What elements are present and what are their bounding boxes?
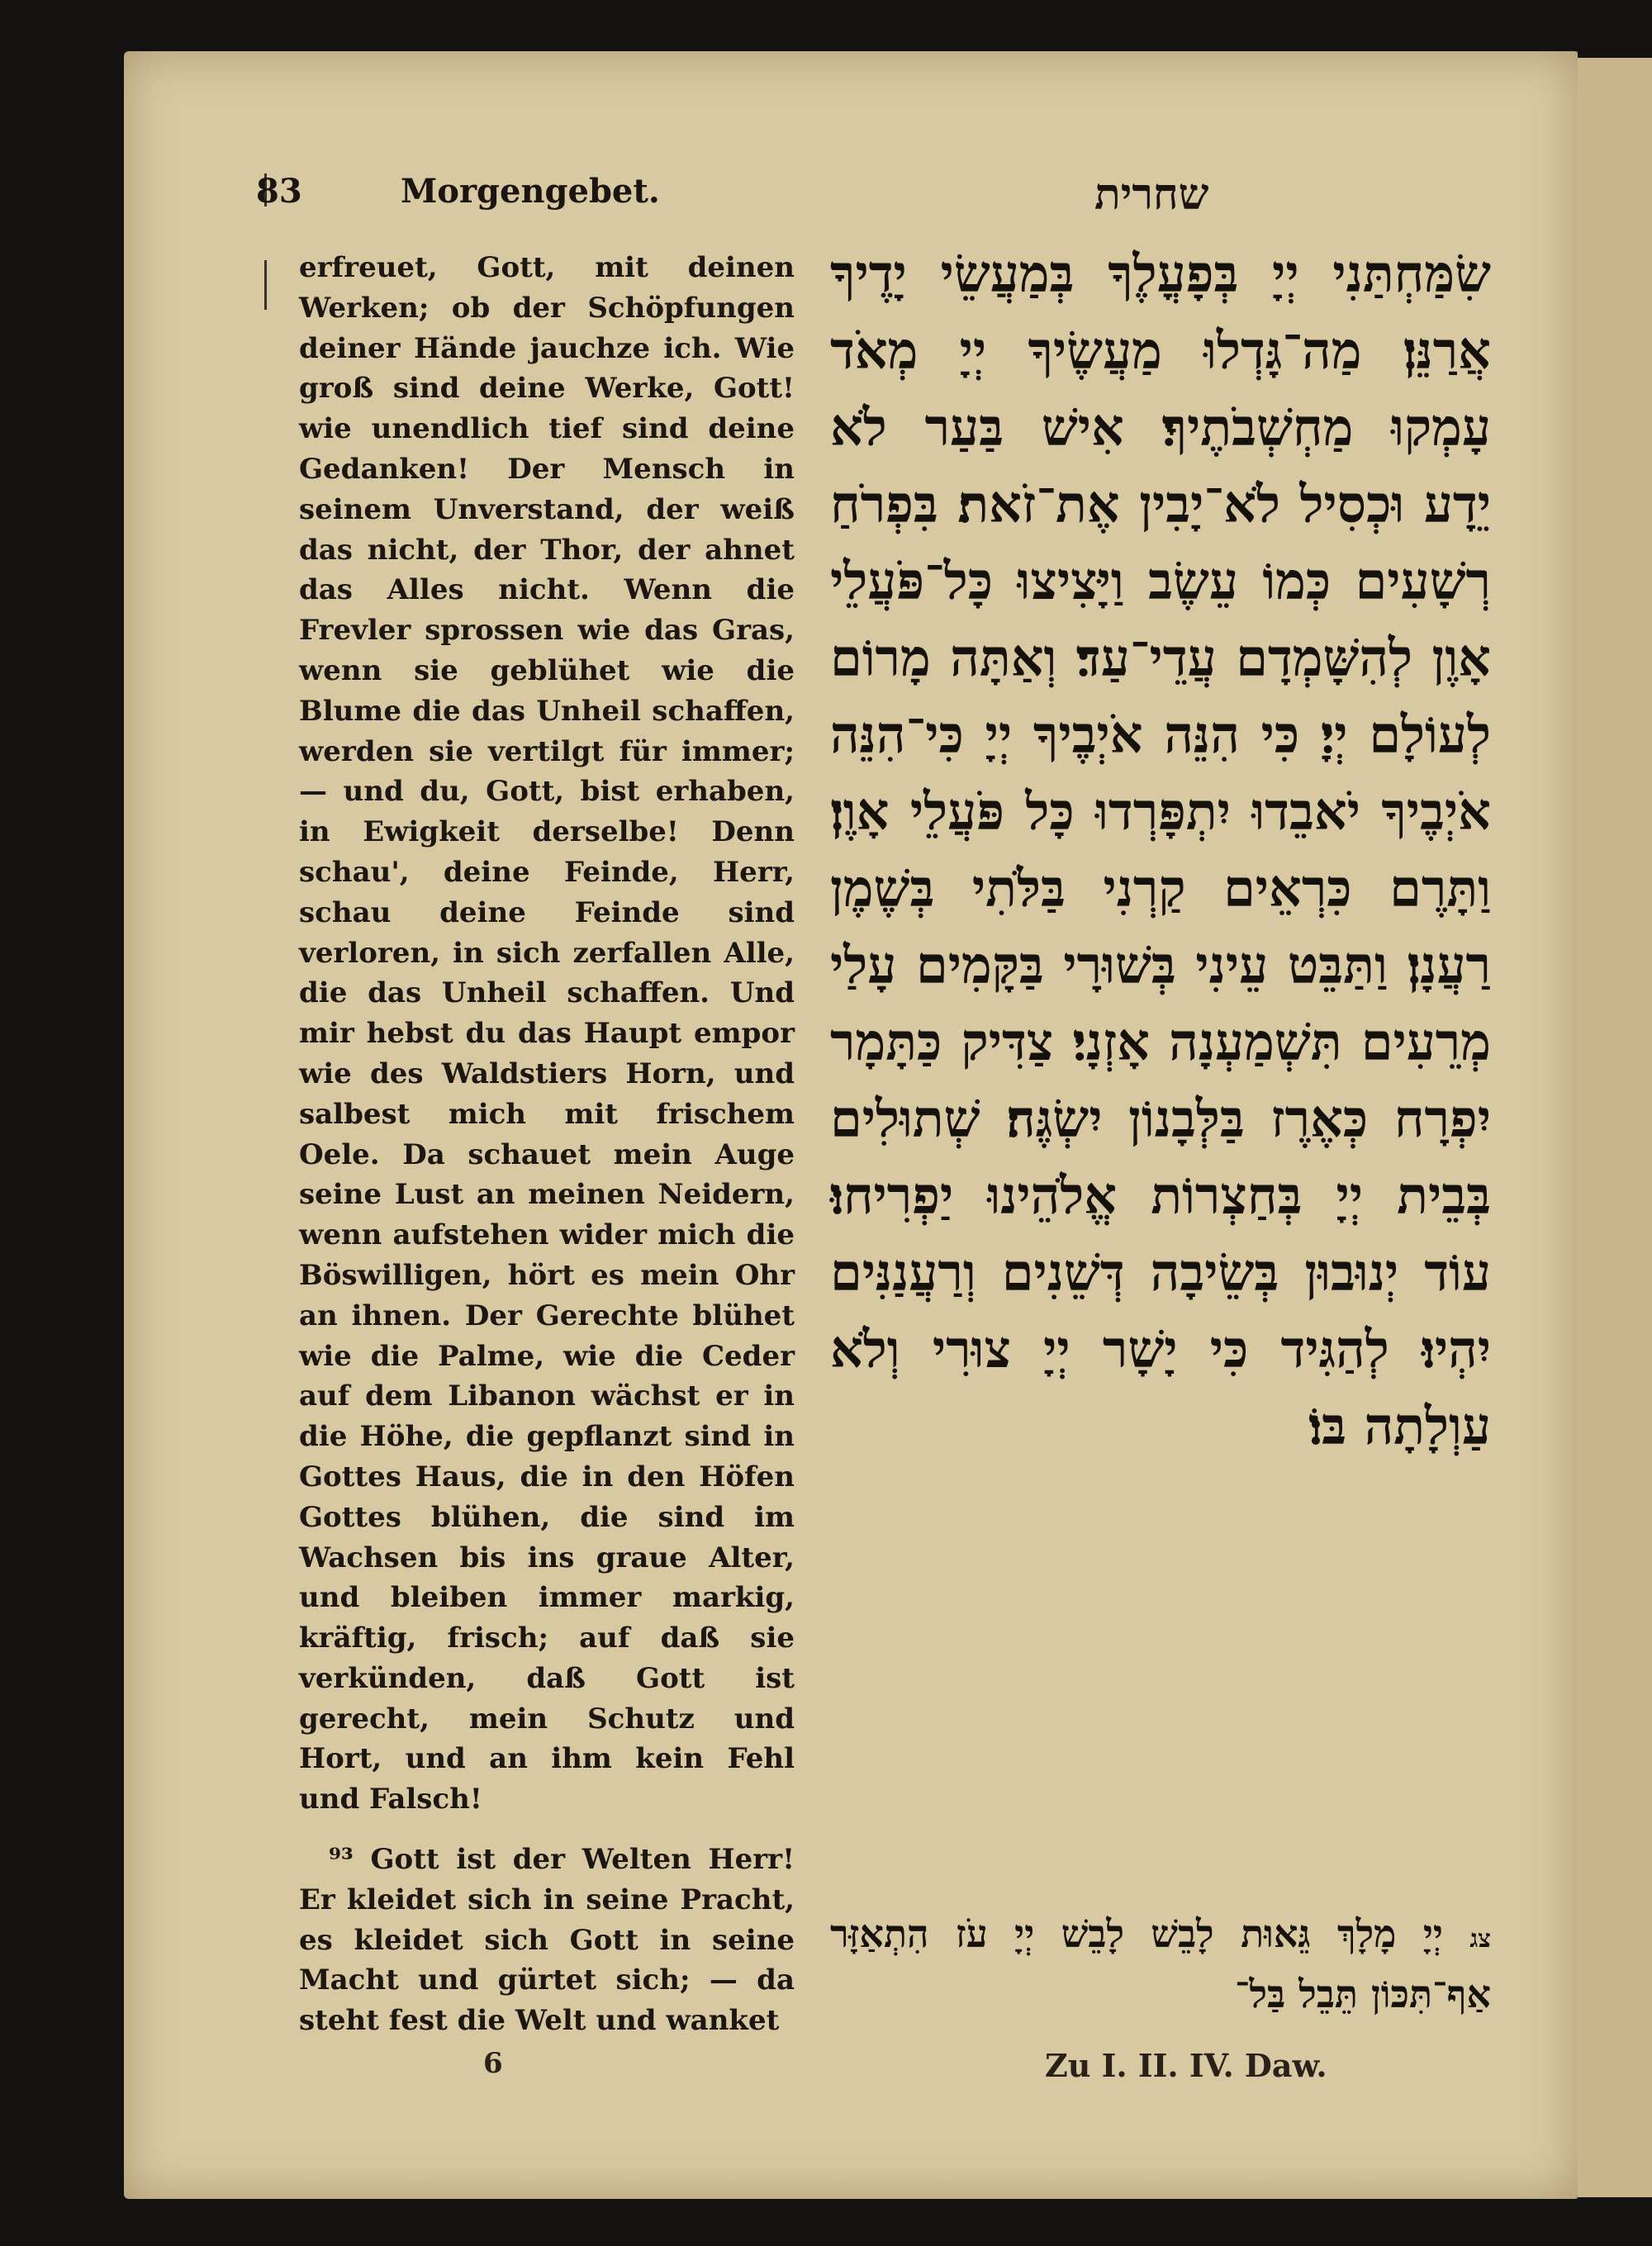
psalm-marker: ⁹³ [329,1843,354,1877]
psalm-marker: צג [1469,1925,1491,1954]
german-paragraph: ⁹³ Gott ist der Welten Herr! Er kleidet sich in seine Pracht, es kleidet sich Gott in seine Macht und gürtet sich; — da steht fest die Welt und wanket [299,1843,795,2038]
margin-mark [264,260,267,310]
german-paragraph: erfreuet, Gott, mit deinen Werken; ob der Schöpfungen deiner Hände jauchze ich. Wie groß sind deine Werke, Gott! wie unendlich tief sind deine Gedanken! Der Mensch in seinem Unverstand, der weiß das nicht, der Thor, der ahnet das Alles nicht. Wenn die Frevler sprossen wie das Gras, wenn sie geblühet wie die Blume die das Unheil schaffen, werden sie vertilgt für immer; — und du, Gott, bist erhaben, in Ewigkeit derselbe! Denn schau', deine Feinde, Herr, schau deine Feinde sind verloren, in sich zerfallen Alle, die das Unheil schaffen. Und mir hebst du das Haupt empor wie des Waldstiers Horn, und salbest mich mit frischem Oele. Da schauet mein Auge seine Lust an meinen Neidern, wenn aufstehen wider mich die Böswilligen, hört es mein Ohr an ihnen. Der Gerechte blühet wie die Palme, wie die Ceder auf dem Libanon wächst er in die Höhe, die gepflanzt sind in Gottes Haus, die in den Höfen Gottes blühen, die sind im Wachsen bis ins graue Alter, und bleiben immer markig, kräftig, frisch; auf daß sie verkünden, daß Gott ist gerecht, mein Schutz und Hort, und an ihm kein Fehl und Falsch! [299,251,795,1816]
hebrew-column: שִׂמַּחְתַּנִי יְיָ בְּפָעֳלֶךָ בְּמַעֲשֵׂי יָדֶיךָ אֲרַנֵּן׃ מַה־גָּדְלוּ מַעֲשֶׂיךָ יְיָ מְאֹד עָמְקוּ מַחְשְׁבֹתֶיךָ׃ אִישׁ בַּעַר לֹא יֵדָע וּכְסִיל לֹא־יָבִין אֶת־זֹאת׃ בִּפְרֹחַ רְשָׁעִים כְּמוֹ עֵשֶׂב וַיָּצִיצוּ כָּל־פֹּעֲלֵי אָוֶן לְהִשָּׁמְדָם עֲדֵי־עַד׃ וְאַתָּה מָרוֹם לְעוֹלָם יְיָ׃ כִּי הִנֵּה אֹיְבֶיךָ יְיָ כִּי־הִנֵּה אֹיְבֶיךָ יֹאבֵדוּ יִתְפָּרְדוּ כָּל פֹּעֲלֵי אָוֶן׃ וַתָּרֶם כִּרְאֵים קַרְנִי בַּלֹּתִי בְּשֶׁמֶן רַעֲנָן׃ וַתַּבֵּט עֵינִי בְּשׁוּרָי בַּקָּמִים עָלַי מְרֵעִים תִּשְׁמַעְנָה אָזְנָי׃ צַדִּיק כַּתָּמָר יִפְרָח כְּאֶרֶז בַּלְּבָנוֹן יִשְׂגֶּה׃ שְׁתוּלִים בְּבֵית יְיָ בְּחַצְרוֹת אֱלֹהֵינוּ יַפְרִיחוּ׃ עוֹד יְנוּבוּן בְּשֵׂיבָה דְּשֵׁנִים וְרַעֲנַנִּים יִהְיוּ׃ לְהַגִּיד כִּי יָשָׁר יְיָ צוּרִי וְלֹא עַוְלָתָה בּוֹ׃ [830,244,1491,1456]
hebrew-psalm-93: צג יְיָ מָלָךְ גֵּאוּת לָבֵשׁ לָבֵשׁ יְיָ עֹז הִתְאַזָּר אַף־תִּכּוֹן תֵּבֵל בַּל־ [830,1911,1491,2016]
page-title-hebrew: שחרית [1094,169,1209,220]
page-title-german: Morgengebet. [401,172,660,211]
page-number: 83 [256,172,302,211]
german-column [299,248,795,2041]
footer-reference: Zu I. II. IV. Daw. [1045,2047,1327,2084]
adjacent-page-edge [1578,58,1652,2197]
signature-mark: 6 [483,2047,503,2080]
